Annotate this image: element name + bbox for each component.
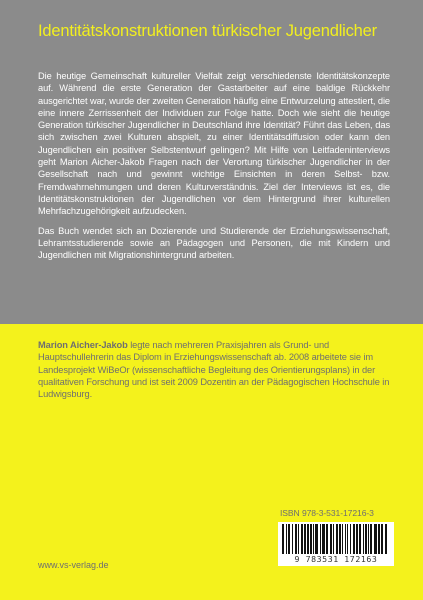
barcode-bar <box>288 524 290 554</box>
barcode-bar <box>365 524 367 554</box>
barcode-bar <box>353 524 355 554</box>
barcode-bar <box>315 524 318 554</box>
barcode-bar <box>326 524 328 554</box>
book-title: Identitätskonstruktionen türkischer Jugendlicher <box>38 22 377 40</box>
barcode-bar <box>295 524 297 554</box>
barcode-bar <box>322 524 325 554</box>
barcode-bar <box>339 524 341 554</box>
author-bio <box>38 339 390 400</box>
barcode-bar <box>307 524 309 554</box>
author-name: Marion Aicher-Jakob <box>38 340 128 350</box>
barcode-bars-icon <box>282 524 390 554</box>
barcode-bar <box>374 524 377 554</box>
author-bio-text: legte nach mehreren Praxisjahren als Grund- und Hauptschullehrerin das Diplom in Erziehungswissenschaft ab. 2008 arbeitete sie im Landesprojekt WiBeOr (wissenschaftliche Begleitung des Orientierungsplans) in der qualitativen Forschung und ist seit 2009 Dozentin an der Pädagogischen Hochschule in Ludwigsburg. <box>38 340 390 400</box>
barcode-bar <box>286 524 287 554</box>
barcode-bar <box>320 524 321 554</box>
barcode-bar <box>313 524 314 554</box>
blurb-paragraph-2: Das Buch wendet sich an Dozierende und Studierende der Erziehungswissenschaft, Lehramtsstudierende sowie an Pädagogen und Personen, die mit Kindern und Jugendlichen mit Migrationshintergrund arbeiten. <box>38 225 390 261</box>
barcode-bar <box>345 524 346 554</box>
barcode <box>278 522 394 566</box>
barcode-bar <box>301 524 303 554</box>
barcode-bar <box>282 524 284 554</box>
barcode-bar <box>350 524 351 554</box>
barcode-bar <box>363 524 364 554</box>
barcode-bar <box>381 524 383 554</box>
barcode-bar <box>370 524 372 554</box>
barcode-digits: 9 783531 172163 <box>294 554 378 564</box>
barcode-bar <box>333 524 334 554</box>
barcode-bar <box>292 524 293 554</box>
barcode-bar <box>368 524 369 554</box>
isbn-label: ISBN 978-3-531-17216-3 <box>280 508 374 518</box>
barcode-bar <box>356 524 358 554</box>
barcode-bar <box>385 524 387 554</box>
barcode-bar <box>359 524 361 554</box>
barcode-bar <box>304 524 306 554</box>
publisher-url: www.vs-verlag.de <box>38 560 109 570</box>
blurb-paragraph-1: Die heutige Gemeinschaft kultureller Vielfalt zeigt verschiedenste Identitätskonzepte auf. Während die erste Generation der Gastarbeiter auf eine baldige Rückkehr ausgerichtet war, wurde der zweiten Generation häufig eine Entwurzelung attestiert, die eine innere Zerrissenheit der Individuen zur Folge hatte. Doch wie sieht die heutige Generation türkischer Jugendlicher in Deutschland ihre Identität? Führt das Leben, das sich zwischen zwei Kulturen abspielt, zu einer Identitätsdiffusion oder kann den Jugendlichen ein positiver Selbstentwurf gelingen? Mit Hilfe von Leitfadeninterviews geht Marion Aicher-Jakob Fragen nach der Verortung türkischer Jugendlicher in der Gesellschaft nach und gewinnt wichtige Einsichten in deren Selbst- bzw. Fremdwahrnehmungen und deren Kulturverständnis. Ziel der Interviews ist es, die Identitätskonstruktionen der Jugendlichen vor dem Hintergrund ihrer kulturellen Mehrfachzugehörigkeit aufzudecken. <box>38 71 390 217</box>
barcode-bar <box>330 524 332 554</box>
barcode-bar <box>342 524 343 554</box>
barcode-bar <box>347 524 348 554</box>
barcode-bar <box>310 524 312 554</box>
barcode-bar <box>298 524 299 554</box>
barcode-bar <box>336 524 338 554</box>
book-blurb <box>38 70 390 268</box>
barcode-bar <box>378 524 380 554</box>
